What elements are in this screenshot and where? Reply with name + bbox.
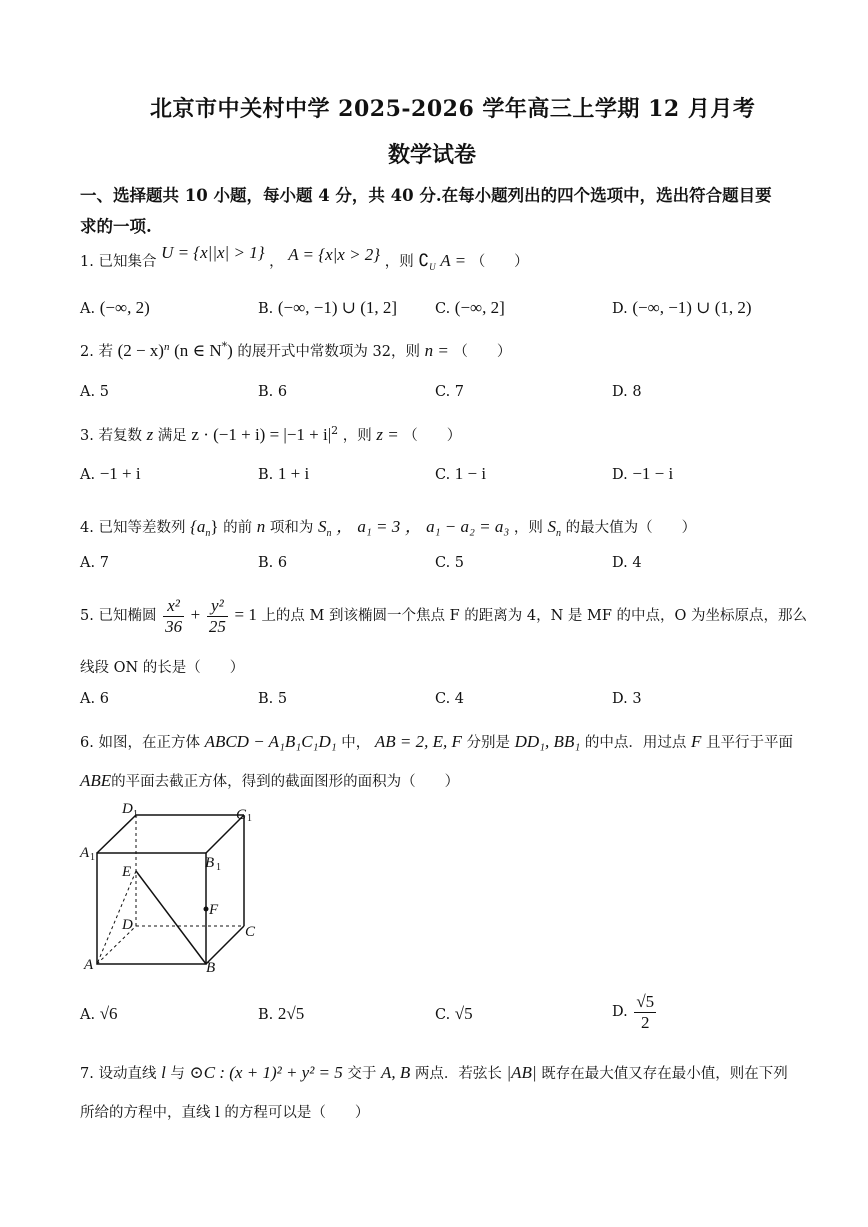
option-label: B. bbox=[258, 1007, 274, 1023]
option-b bbox=[258, 1004, 304, 1024]
math-n: n bbox=[256, 517, 266, 536]
label-a1: A bbox=[80, 845, 90, 861]
option-value: 4 bbox=[454, 691, 465, 707]
label-sub: 1 bbox=[133, 809, 138, 820]
option-value: √5 bbox=[454, 1004, 473, 1023]
option-d bbox=[612, 555, 642, 571]
math-a1: ， a₁ = 3 bbox=[336, 517, 401, 536]
question-text: 如图，在正方体 bbox=[98, 735, 200, 751]
option-label: A. bbox=[80, 1007, 96, 1023]
option-d bbox=[612, 992, 658, 1032]
question-text: 中， bbox=[341, 735, 371, 751]
math-paren: ) bbox=[227, 341, 233, 360]
question-text: 的最大值为（ ） bbox=[565, 520, 697, 536]
edge-bc bbox=[206, 926, 244, 964]
math-star: * bbox=[221, 340, 228, 354]
question-text: 既存在最大值又存在最小值，则在下列 bbox=[541, 1066, 788, 1082]
point-f bbox=[204, 907, 209, 912]
math-sequence: {a bbox=[190, 517, 206, 536]
label-d: D bbox=[122, 917, 133, 933]
math-cube: ABCD − A₁B₁C₁D₁ bbox=[204, 732, 337, 751]
label-b1: B bbox=[205, 855, 215, 871]
front-face bbox=[97, 853, 206, 964]
option-a bbox=[80, 298, 150, 318]
question-number: 1. bbox=[80, 254, 94, 270]
question-text: 已知集合 bbox=[98, 254, 157, 270]
math-eq: = 1 bbox=[234, 605, 257, 625]
question-text: 与 bbox=[170, 1066, 185, 1082]
option-d bbox=[612, 691, 642, 707]
label-d1: D bbox=[122, 801, 133, 817]
question-text: ， bbox=[269, 254, 284, 270]
option-label: C. bbox=[435, 691, 451, 707]
option-label: D. bbox=[612, 301, 628, 317]
math-set-u: U = {x||x| > 1} bbox=[161, 243, 265, 262]
option-label: D. bbox=[612, 467, 628, 483]
question-text: 设动直线 bbox=[98, 1066, 157, 1082]
option-label: D. bbox=[612, 691, 628, 707]
question-text: 两点．若弦长 bbox=[414, 1066, 502, 1082]
option-value: 6 bbox=[99, 691, 109, 707]
math-circle: ⊙C : (x + 1)² + y² = 5 bbox=[189, 1063, 343, 1082]
label-sub: 1 bbox=[90, 852, 95, 863]
edge-a1d1 bbox=[97, 815, 136, 853]
math-relation: ， a₁ − a₂ = a₃ bbox=[404, 517, 510, 536]
option-label: C. bbox=[435, 555, 451, 571]
math-ab-points: A, B bbox=[381, 1063, 411, 1082]
question-number: 6. bbox=[80, 735, 94, 751]
question-text: 若复数 bbox=[98, 428, 142, 444]
question-5 bbox=[80, 596, 807, 636]
fraction-denominator: 25 bbox=[208, 616, 226, 636]
question-6 bbox=[80, 731, 793, 752]
option-value: 6 bbox=[277, 384, 288, 400]
question-text: ，则 bbox=[342, 428, 372, 444]
option-c bbox=[435, 1004, 473, 1024]
math-f: F bbox=[690, 732, 702, 751]
question-3 bbox=[80, 424, 461, 445]
cube-figure bbox=[70, 795, 270, 980]
math-brace: } bbox=[210, 517, 219, 536]
label-c: C bbox=[245, 924, 256, 940]
question-number: 3. bbox=[80, 428, 94, 444]
label-sub: 1 bbox=[247, 813, 252, 824]
fraction-x bbox=[163, 596, 184, 636]
math-domain: (n ∈ N bbox=[174, 341, 222, 360]
math-chord: |AB| bbox=[506, 1063, 537, 1082]
answer-blank: （ ） bbox=[453, 344, 512, 360]
option-c bbox=[435, 384, 464, 400]
label-a: A bbox=[84, 957, 94, 973]
segment-eb bbox=[136, 871, 206, 964]
question-number: 5. bbox=[80, 608, 94, 625]
question-text: 若 bbox=[98, 344, 113, 360]
question-text: 的展开式中常数项为 32，则 bbox=[237, 344, 420, 360]
option-d bbox=[612, 384, 642, 400]
fraction-numerator: √5 bbox=[636, 992, 655, 1011]
fraction-denominator: 2 bbox=[641, 1012, 650, 1032]
option-value: 7 bbox=[99, 555, 109, 571]
math-complement-rest: A = bbox=[440, 251, 467, 270]
option-a bbox=[80, 1004, 118, 1024]
question-text: 已知等差数列 bbox=[98, 520, 186, 536]
math-sn: S bbox=[547, 517, 556, 536]
option-value: (−∞, −1) ∪ (1, 2] bbox=[277, 298, 398, 317]
option-label: B. bbox=[258, 555, 274, 571]
option-a bbox=[80, 384, 109, 400]
math-sub: n bbox=[326, 527, 332, 539]
math-sub: n bbox=[556, 527, 561, 539]
option-label: B. bbox=[258, 301, 274, 317]
option-label: A. bbox=[80, 555, 96, 571]
math-l: l bbox=[161, 1063, 166, 1082]
option-value: 8 bbox=[632, 384, 642, 400]
math-exponent: 2 bbox=[331, 424, 339, 438]
option-b bbox=[258, 298, 397, 318]
option-label: C. bbox=[435, 301, 451, 317]
option-value: 1 − i bbox=[454, 464, 487, 483]
math-midpoints: DD₁, BB₁ bbox=[514, 732, 581, 751]
question-6-line2 bbox=[80, 770, 459, 791]
question-text: 项和为 bbox=[269, 520, 314, 536]
option-label: B. bbox=[258, 691, 274, 707]
option-value: 5 bbox=[454, 555, 465, 571]
option-b bbox=[258, 691, 287, 707]
option-label: A. bbox=[80, 691, 96, 707]
option-label: C. bbox=[435, 384, 451, 400]
question-1 bbox=[80, 243, 529, 272]
option-a bbox=[80, 691, 109, 707]
label-c1: C bbox=[236, 807, 247, 823]
math-complement-sub: U bbox=[429, 261, 436, 272]
math-binomial: (2 − x) bbox=[117, 341, 164, 360]
question-text: 满足 bbox=[157, 428, 187, 444]
math-z: z bbox=[146, 425, 154, 444]
question-text: 分别是 bbox=[466, 735, 510, 751]
label-b: B bbox=[206, 960, 216, 976]
option-b bbox=[258, 464, 309, 484]
question-number: 2. bbox=[80, 344, 94, 360]
option-value: −1 − i bbox=[632, 464, 674, 483]
option-label: C. bbox=[435, 467, 451, 483]
option-value: 5 bbox=[277, 691, 288, 707]
question-text: 交于 bbox=[347, 1066, 377, 1082]
fraction-y bbox=[207, 596, 228, 636]
option-label: D. bbox=[612, 384, 628, 400]
option-value: 2√5 bbox=[277, 1004, 305, 1023]
option-c bbox=[435, 464, 486, 484]
math-set-a: A = {x|x > 2} bbox=[288, 245, 381, 264]
fraction-numerator: y² bbox=[207, 596, 228, 617]
option-value: 5 bbox=[99, 384, 109, 400]
option-label: A. bbox=[80, 467, 96, 483]
section-heading-line2: 求的一项. bbox=[80, 217, 152, 236]
option-value: (−∞, 2] bbox=[454, 298, 505, 317]
option-value: √6 bbox=[99, 1004, 118, 1023]
option-b bbox=[258, 384, 287, 400]
option-c bbox=[435, 298, 505, 318]
question-5-line2: 线段 ON 的长是（ ） bbox=[80, 660, 245, 676]
option-value: 6 bbox=[277, 555, 288, 571]
answer-blank: （ ） bbox=[403, 428, 462, 444]
option-label: B. bbox=[258, 467, 274, 483]
question-number: 4. bbox=[80, 520, 94, 536]
section-heading-line1: 一、选择题共 10 小题，每小题 4 分，共 40 分.在每小题列出的四个选项中，选出符合题目要 bbox=[80, 186, 772, 205]
question-2 bbox=[80, 340, 511, 361]
math-ab: AB = 2, E, F bbox=[374, 732, 462, 751]
option-label: B. bbox=[258, 384, 274, 400]
option-label: A. bbox=[80, 384, 96, 400]
math-sub: n bbox=[205, 527, 211, 539]
option-label: D. bbox=[612, 1004, 628, 1021]
question-text: 的平面去截正方体，得到的截面图形的面积为（ ） bbox=[111, 774, 460, 790]
question-text: ，则 bbox=[513, 520, 543, 536]
option-value: (−∞, −1) ∪ (1, 2) bbox=[632, 298, 752, 317]
math-n: n = bbox=[424, 341, 449, 360]
option-value: 7 bbox=[454, 384, 465, 400]
question-number: 7. bbox=[80, 1066, 94, 1082]
fraction-denominator: 36 bbox=[165, 616, 183, 636]
fraction-sqrt5-over-2 bbox=[634, 992, 656, 1032]
option-label: C. bbox=[435, 1007, 451, 1023]
option-c bbox=[435, 691, 464, 707]
math-complement: ∁ bbox=[418, 251, 430, 270]
question-text: 上的点 M 到该椭圆一个焦点 F 的距离为 4，N 是 MF 的中点，O 为坐标原点，那么 bbox=[261, 608, 808, 625]
question-text: 已知椭圆 bbox=[98, 608, 157, 625]
option-a bbox=[80, 464, 141, 484]
math-equation: z · (−1 + i) = |−1 + i| bbox=[191, 425, 332, 444]
option-a bbox=[80, 555, 109, 571]
option-label: D. bbox=[612, 555, 628, 571]
fraction-numerator: x² bbox=[163, 596, 184, 617]
page-subtitle: 数学试卷 bbox=[388, 142, 477, 168]
question-text: 的前 bbox=[223, 520, 253, 536]
option-value: 1 + i bbox=[277, 464, 310, 483]
option-label: A. bbox=[80, 301, 96, 317]
option-value: 3 bbox=[632, 691, 642, 707]
question-text: ，则 bbox=[384, 254, 414, 270]
label-f: F bbox=[209, 902, 219, 918]
question-7 bbox=[80, 1062, 788, 1083]
question-7-line2: 所给的方程中，直线 l 的方程可以是（ ） bbox=[80, 1105, 370, 1121]
option-d bbox=[612, 464, 673, 484]
option-value: (−∞, 2) bbox=[99, 298, 150, 317]
math-abe: ABE bbox=[80, 771, 112, 790]
question-text: 且平行于平面 bbox=[705, 735, 793, 751]
math-exponent: n bbox=[163, 341, 170, 354]
question-text: 的中点．用过点 bbox=[584, 735, 687, 751]
math-z-eq: z = bbox=[376, 425, 399, 444]
option-value: 4 bbox=[632, 555, 642, 571]
label-sub: 1 bbox=[216, 862, 221, 873]
answer-blank: （ ） bbox=[470, 254, 529, 270]
option-c bbox=[435, 555, 464, 571]
math-sn: S bbox=[317, 517, 327, 536]
page-title: 北京市中关村中学 2025-2026 学年高三上学期 12 月月考 bbox=[150, 96, 756, 122]
option-d bbox=[612, 298, 752, 318]
option-b bbox=[258, 555, 287, 571]
option-value: −1 + i bbox=[99, 464, 141, 483]
question-4 bbox=[80, 512, 696, 539]
label-e: E bbox=[122, 864, 132, 880]
math-plus: + bbox=[190, 605, 201, 625]
